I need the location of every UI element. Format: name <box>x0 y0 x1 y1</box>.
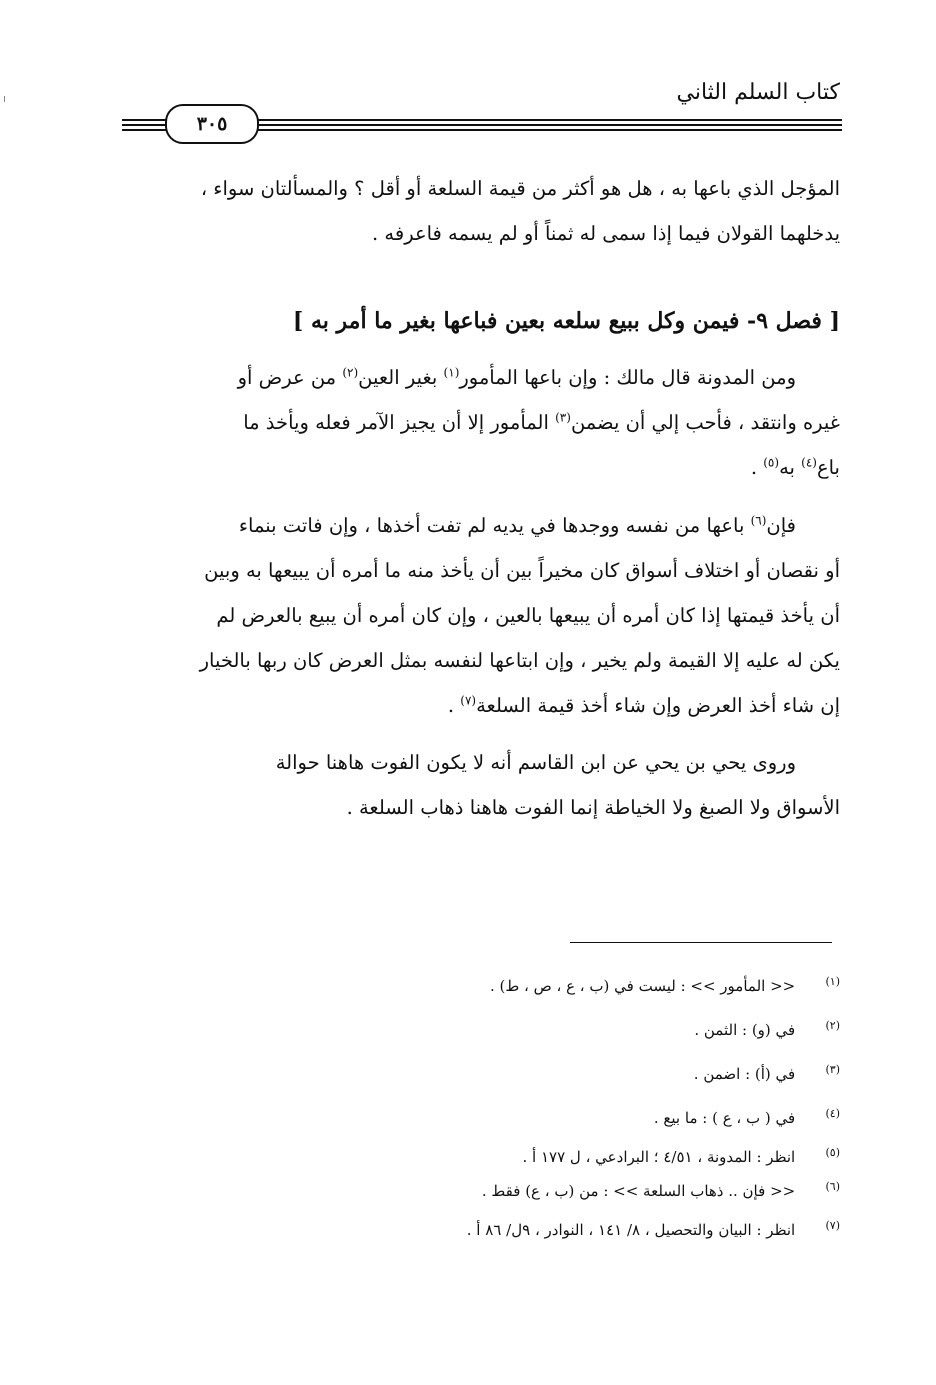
text-line: وروى يحي بن يحي عن ابن القاسم أنه لا يكون الفوت هاهنا حوالة <box>275 751 796 774</box>
footnote-number: (٢) <box>825 1019 840 1032</box>
footnote-ref: (٦) <box>750 513 767 528</box>
text-run: ومن المدونة قال مالك : وإن باعها المأمور <box>459 366 796 389</box>
text-line <box>118 503 840 548</box>
footnote-number: (٧) <box>825 1219 840 1232</box>
text-run: فإن <box>766 514 796 537</box>
text-line <box>118 355 840 400</box>
footnote-ref: (٤) <box>801 455 817 470</box>
footnote-number: (٤) <box>825 1107 840 1120</box>
running-header-title: كتاب السلم الثاني <box>676 80 840 105</box>
footnote-text: انظر : البيان والتحصيل ، ٨/ ١٤١ ، النوادر ، ٩ل/ ٨٦ أ . <box>466 1221 796 1239</box>
footnote-text: في ( ب ، ع ) : ما بيع . <box>653 1109 796 1127</box>
footnote <box>240 1092 840 1136</box>
text-run: باعها من نفسه ووجدها في يديه لم تفت أخذها ، وإن فاتت بنماء <box>238 514 751 537</box>
footnote-text: انظر : المدونة ، ٤/٥١ ؛ البرادعي ، ل ١٧٧ أ . <box>522 1148 796 1166</box>
paragraph-1 <box>118 355 840 490</box>
footnotes <box>240 960 840 1248</box>
text-line <box>118 445 840 490</box>
text-line: أن يأخذ قيمتها إذا كان أمره أن يبيعها بالعين ، وإن كان أمره أن يبيع بالعرض لم <box>216 604 840 627</box>
footnote-text: في (و) : الثمن . <box>694 1021 796 1039</box>
footnote <box>240 1204 840 1248</box>
text-line: يدخلهما القولان فيما إذا سمى له ثمناً أو لم يسمه فاعرفه . <box>372 222 840 245</box>
footnote-text: << المأمور >> : ليست في (ب ، ع ، ص ، ط) . <box>489 977 796 995</box>
text-line: أو نقصان أو اختلاف أسواق كان مخيراً بين أن يأخذ منه ما أمره أن يبيعها به وبين <box>204 559 840 582</box>
text-run: من عرض أو <box>237 366 343 389</box>
margin-mark <box>4 96 5 102</box>
footnote-ref: (٧) <box>460 693 477 708</box>
footnote <box>240 1004 840 1048</box>
text-run: بغير العين <box>358 366 444 389</box>
footnote-text: << فإن .. ذهاب السلعة >> : من (ب ، ع) فقط . <box>481 1182 796 1200</box>
text-line <box>118 400 840 445</box>
footnote <box>240 1048 840 1092</box>
paragraph-3 <box>118 740 840 830</box>
text-run: . <box>447 694 461 717</box>
footnote-separator <box>570 942 832 943</box>
text-run: . <box>750 456 764 479</box>
text-line: يكن له عليه إلا القيمة ولم يخير ، وإن ابتاعها لنفسه بمثل العرض كان ربها بالخيار <box>199 649 840 672</box>
text-run: المأمور إلا أن يجيز الآمر فعله ويأخذ ما <box>243 411 556 434</box>
text-run: به <box>779 456 802 479</box>
footnote-text: في (أ) : اضمن . <box>693 1065 796 1083</box>
paragraph-2 <box>118 503 840 728</box>
text-line: المؤجل الذي باعها به ، هل هو أكثر من قيمة السلعة أو أقل ؟ والمسألتان سواء ، <box>200 177 840 200</box>
footnote-number: (٦) <box>825 1180 840 1193</box>
footnote-number: (٥) <box>825 1146 840 1159</box>
footnote-number: (٣) <box>825 1063 840 1076</box>
page-number: ٣٠٥ <box>196 113 228 135</box>
footnote-ref: (٥) <box>763 455 780 470</box>
footnote <box>240 1170 840 1204</box>
text-line <box>118 683 840 728</box>
footnote-ref: (٢) <box>342 365 359 380</box>
footnote-number: (١) <box>825 975 840 988</box>
footnote <box>240 960 840 1004</box>
text-run: إن شاء أخذ العرض وإن شاء أخذ قيمة السلعة <box>476 694 840 717</box>
footnote <box>240 1136 840 1170</box>
footnote-ref: (٣) <box>555 410 571 425</box>
text-line: الأسواق ولا الصبغ ولا الخياطة إنما الفوت هاهنا ذهاب السلعة . <box>346 796 840 819</box>
footnote-ref: (١) <box>443 365 460 380</box>
page-number-badge <box>165 104 259 144</box>
text-run: غيره وانتقد ، فأحب إلي أن يضمن <box>570 411 840 434</box>
text-run: باع <box>816 456 840 479</box>
section-heading: [ فصل ٩- فيمن وكل ببيع سلعه بعين فباعها بغير ما أمر به ] <box>292 308 840 334</box>
intro-paragraph <box>118 166 840 256</box>
